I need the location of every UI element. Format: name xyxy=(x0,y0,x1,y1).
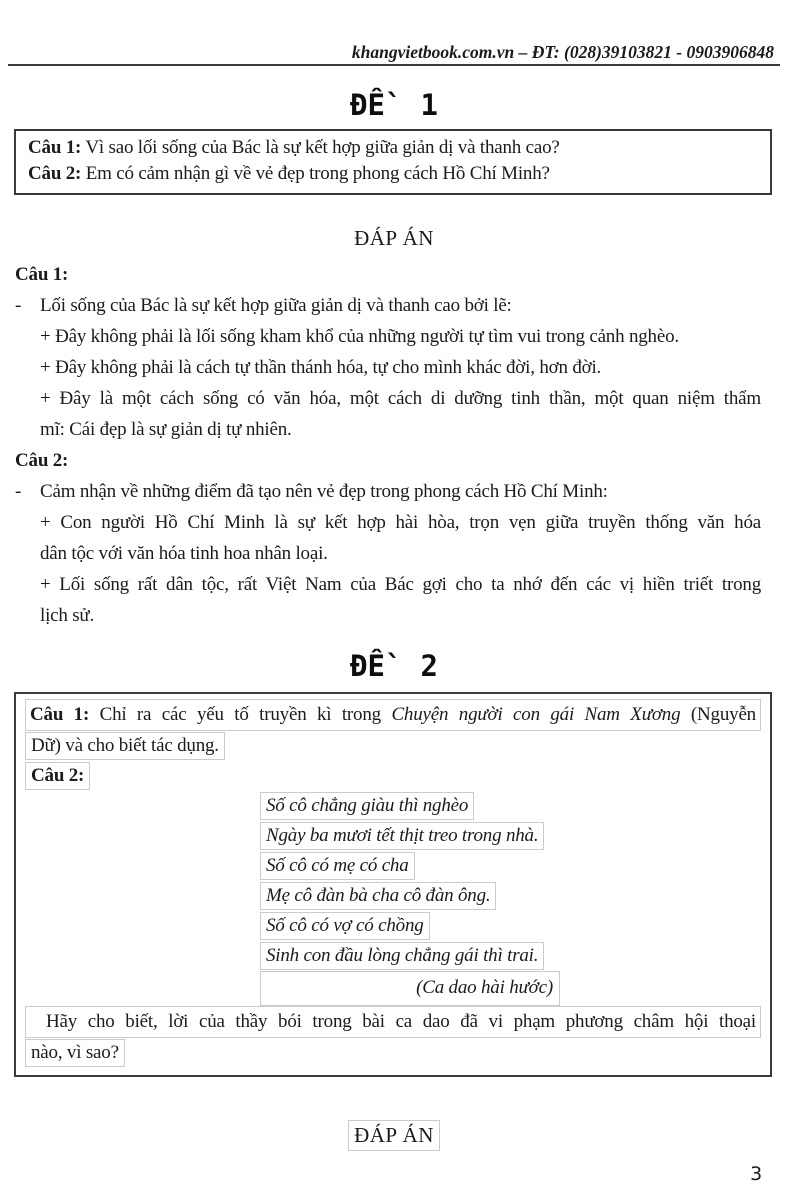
question-text: Vì sao lối sống của Bác là sự kết hợp giữa giản dị và thanh cao? xyxy=(81,137,560,158)
de2-q2-line2 xyxy=(25,1038,761,1068)
text-segment: Chỉ ra các yếu tố truyền kì trong xyxy=(89,704,392,725)
answer-heading-text: ĐÁP ÁN xyxy=(348,1120,440,1151)
answer-line xyxy=(15,290,761,321)
poem-line xyxy=(260,911,761,941)
de2-question-box xyxy=(14,692,772,1077)
answer-line: + Con người Hồ Chí Minh là sự kết hợp hài hòa, trọn vẹn giữa truyền thống văn hóa xyxy=(40,512,761,533)
answer-line: + Lối sống rất dân tộc, rất Việt Nam của Bác gợi cho ta nhớ đến các vị hiền triết trong xyxy=(40,574,761,595)
answer-text: Cảm nhận về những điểm đã tạo nên vẻ đẹp trong phong cách Hồ Chí Minh: xyxy=(40,481,608,502)
text-segment: nào, vì sao? xyxy=(25,1039,125,1067)
poem-line xyxy=(260,821,761,851)
answer-line: + Đây là một cách sống có văn hóa, một cách di dưỡng tinh thần, một quan niệm thẩm xyxy=(40,388,761,409)
answer-line: + Đây không phải là lối sống kham khổ của những người tự tìm vui trong cảnh nghèo. xyxy=(40,326,679,347)
de2-q2-line1: Hãy cho biết, lời của thầy bói trong bài ca dao đã vi phạm phương châm hội thoại xyxy=(25,1006,761,1038)
poem-line xyxy=(260,881,761,911)
answer-line: + Đây không phải là cách tự thần thánh hóa, tự cho mình khác đời, hơn đời. xyxy=(40,357,602,378)
header-site-line: khangvietbook.com.vn – ĐT: (028)39103821 - 0903906848 xyxy=(351,42,774,62)
poem-line xyxy=(260,941,761,971)
poem-line xyxy=(260,791,761,821)
dash-marker: - xyxy=(15,295,22,316)
poem-text: Số cô có vợ có chồng xyxy=(260,912,430,940)
answer-line: dân tộc với văn hóa tinh hoa nhân loại. xyxy=(40,543,328,564)
poem-attribution: (Ca dao hài hước) xyxy=(260,971,560,1006)
question-line xyxy=(28,161,758,187)
text-segment: Dữ) và cho biết tác dụng. xyxy=(25,732,225,760)
de1-question-box xyxy=(14,129,772,195)
poem-text: Ngày ba mươi tết thịt treo trong nhà. xyxy=(260,822,544,850)
question-label: Câu 2: xyxy=(28,163,82,184)
poem-line xyxy=(260,851,761,881)
de2-q2-label xyxy=(25,761,761,791)
de1-answer-heading: ĐÁP ÁN xyxy=(354,226,434,250)
question-line xyxy=(28,135,758,161)
de1-title: ĐỀ 1 xyxy=(350,88,438,122)
answer-line: Câu 2: xyxy=(15,450,69,471)
work-title-italic: Chuyện người con gái Nam Xương xyxy=(391,704,681,725)
poem-text: Sinh con đầu lòng chẳng gái thì trai. xyxy=(260,942,544,970)
dash-marker: - xyxy=(15,481,22,502)
question-label: Câu 1: xyxy=(28,137,82,158)
de2-answer-heading xyxy=(0,1123,788,1148)
text-segment: (Nguyễn xyxy=(680,704,756,725)
poem-text: Mẹ cô đàn bà cha cô đàn ông. xyxy=(260,882,496,910)
de1-answers xyxy=(15,259,761,631)
question-label: Câu 1: xyxy=(30,704,90,725)
de2-q1-line2 xyxy=(25,731,761,761)
question-label: Câu 2: xyxy=(25,762,90,790)
de2-title: ĐỀ 2 xyxy=(350,649,438,683)
de2-q1-line1 xyxy=(25,699,761,731)
answer-text: Lối sống của Bác là sự kết hợp giữa giản dị và thanh cao bởi lẽ: xyxy=(40,295,512,316)
question-text: Em có cảm nhận gì về vẻ đẹp trong phong cách Hồ Chí Minh? xyxy=(81,163,550,184)
poem-text: Số cô chẳng giàu thì nghèo xyxy=(260,792,474,820)
answer-line xyxy=(15,476,761,507)
answer-line: mĩ: Cái đẹp là sự giản dị tự nhiên. xyxy=(40,419,292,440)
poem-attribution-line xyxy=(260,971,761,1006)
poem xyxy=(25,791,761,971)
page-header xyxy=(352,42,774,63)
page-number: 3 xyxy=(750,1163,762,1185)
poem-text: Số cô có mẹ có cha xyxy=(260,852,415,880)
header-divider xyxy=(8,64,780,66)
answer-line: lịch sử. xyxy=(40,605,95,626)
answer-line: Câu 1: xyxy=(15,264,69,285)
